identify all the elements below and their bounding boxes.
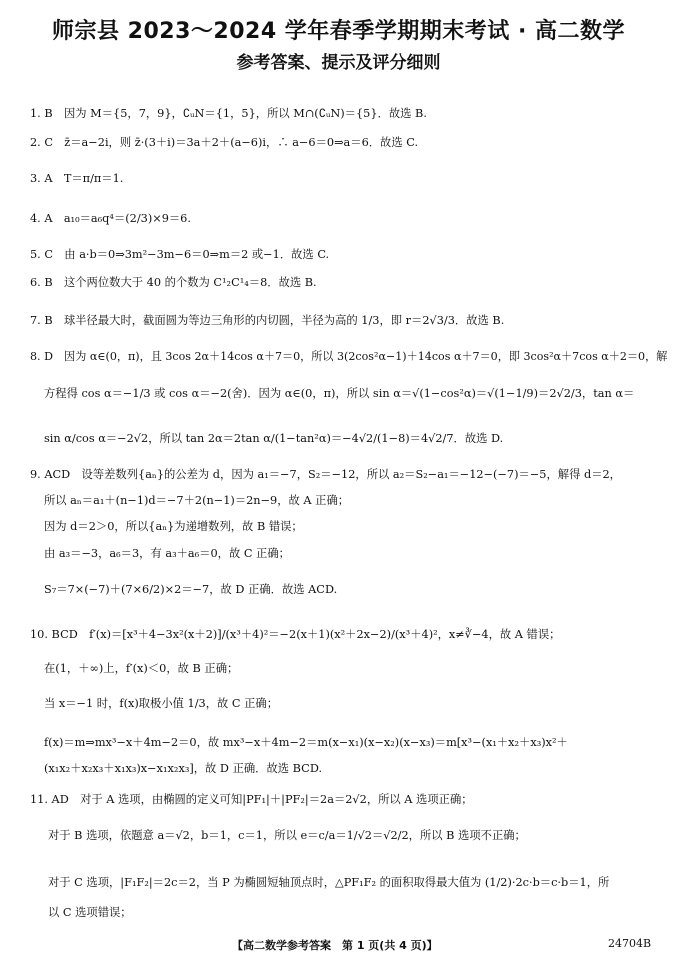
answer-line: 所以 aₙ＝a₁＋(n−1)d＝−7＋2(n−1)＝2n−9，故 A 正确； [44,494,350,507]
answer-line: 3. A T＝π/π＝1. [30,172,124,185]
answer-line: S₇＝7×(−7)＋(7×6/2)×2＝−7，故 D 正确．故选 ACD. [44,583,338,596]
answer-line: 由 a₃＝−3，a₆＝3，有 a₃＋a₆＝0，故 C 正确； [44,547,290,560]
answer-line: 6. B 这个两位数大于 40 的个数为 C¹₂C¹₄＝8．故选 B. [30,276,317,289]
answer-line: 对于 B 选项，依题意 a＝√2，b＝1，c＝1，所以 e＝c/a＝1/√2＝√2/2，所以 B 选项不正确； [48,829,526,842]
answer-line: f(x)＝m⇒mx³−x＋4m−2＝0，故 mx³−x＋4m−2＝m(x−x₁)(x−x₂)(x−x₃)＝m[x³−(x₁＋x₂＋x₃)x²＋ [44,736,568,749]
answer-line: 4. A a₁₀＝a₆q⁴＝(2/3)×9＝6. [30,212,191,225]
answer-line: 在(1，＋∞)上，f′(x)＜0，故 B 正确； [44,662,239,675]
answer-line: 10. BCD f′(x)＝[x³＋4−3x²(x＋2)]/(x³＋4)²＝−2(x＋1)(x²＋2x−2)/(x³＋4)²，x≠∛−4，故 A 错误； [30,628,561,641]
page-subtitle: 参考答案、提示及评分细则 [236,53,441,73]
answer-line: 7. B 球半径最大时，截面圆为等边三角形的内切圆，半径为高的 1/3，即 r＝2√3/3．故选 B. [30,314,505,327]
answer-line: sin α/cos α＝−2√2，所以 tan 2α＝2tan α/(1−tan²α)＝−4√2/(1−8)＝4√2/7．故选 D. [44,432,504,445]
answer-line: 1. B 因为 M＝{5，7，9}，∁ᵤN＝{1，5}，所以 M∩(∁ᵤN)＝{5}．故选 B. [30,107,427,120]
footer-page-label: 【高二数学参考答案 第 1 页(共 4 页)】 [232,939,438,952]
answer-line: 8. D 因为 α∈(0，π)，且 3cos 2α＋14cos α＋7＝0，所以 3(2cos²α−1)＋14cos α＋7＝0，即 3cos²α＋7cos α＋2＝0，解 [30,350,668,363]
answer-line: 对于 C 选项，|F₁F₂|＝2c＝2，当 P 为椭圆短轴顶点时，△PF₁F₂ 的面积取得最大值为 (1/2)·2c·b＝c·b＝1，所 [48,876,610,889]
answer-line: 以 C 选项错误； [48,906,132,919]
answer-line: 2. C z̄＝a−2i，则 z̄·(3＋i)＝3a＋2＋(a−6)i，∴ a−6＝0⇒a＝6．故选 C. [30,136,419,149]
answer-line: 因为 d＝2＞0，所以{aₙ}为递增数列，故 B 错误； [44,520,303,533]
answer-line: 当 x＝−1 时，f(x)取极小值 1/3，故 C 正确； [44,697,279,710]
answer-line: 9. ACD 设等差数列{aₙ}的公差为 d，因为 a₁＝−7，S₂＝−12，所以 a₂＝S₂−a₁＝−12−(−7)＝−5，解得 d＝2， [30,468,621,481]
answer-line: 方程得 cos α＝−1/3 或 cos α＝−2(舍)．因为 α∈(0，π)，所以 sin α＝√(1−cos²α)＝√(1−1/9)＝2√2/3，tan α＝ [44,387,635,400]
page-title: 师宗县 2023～2024 学年春季学期期末考试 · 高二数学 [52,19,625,44]
answer-line: (x₁x₂＋x₂x₃＋x₁x₃)x−x₁x₂x₃]，故 D 正确．故选 BCD. [44,762,323,775]
answer-line: 5. C 由 a·b＝0⇒3m²−3m−6＝0⇒m＝2 或−1．故选 C. [30,248,330,261]
answer-line: 11. AD 对于 A 选项，由椭圆的定义可知|PF₁|＋|PF₂|＝2a＝2√2，所以 A 选项正确； [30,793,473,806]
footer-code: 24704B [608,937,652,950]
